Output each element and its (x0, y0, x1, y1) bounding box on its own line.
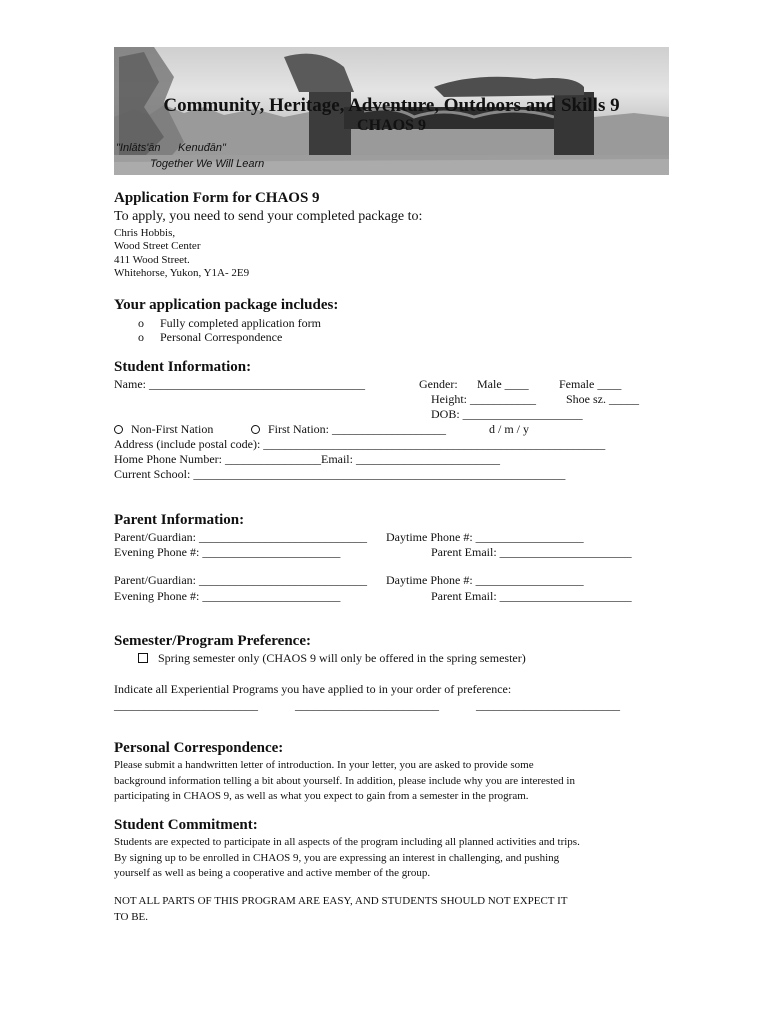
radio-icon[interactable] (251, 425, 260, 434)
student-info-heading: Student Information: (114, 359, 252, 375)
tagline-word-2: Kenuđān" (178, 142, 226, 154)
package-heading: Your application package includes: (114, 297, 339, 313)
correspondence-paragraph (114, 758, 654, 805)
application-title: Application Form for CHAOS 9 (114, 190, 320, 206)
height-field[interactable]: Height: ___________ (431, 392, 536, 406)
preference-instruction: Indicate all Experiential Programs you have applied to in your order of preference: (114, 682, 512, 696)
preference-line[interactable]: ________________________ (295, 698, 439, 712)
gender-male-field[interactable]: Male ____ (477, 377, 529, 391)
address-field[interactable]: Address (include postal code): _________________________________________________________ (114, 437, 606, 451)
package-item (138, 316, 321, 331)
checkbox-icon[interactable] (138, 653, 148, 663)
tagline-translation: Together We Will Learn (150, 158, 265, 170)
commitment-notice (114, 894, 654, 925)
header-banner (114, 47, 669, 175)
home-phone-email-field[interactable]: Home Phone Number: ________________Email: ________________________ (114, 452, 500, 466)
paragraph-line: Please submit a handwritten letter of introduction. In your letter, you are asked to provide some (114, 759, 534, 771)
paragraph-line: yourself as well as being a cooperative and active member of the group. (114, 867, 431, 879)
bullet-icon: o (138, 316, 144, 330)
semester-heading: Semester/Program Preference: (114, 633, 311, 649)
daytime-phone-field[interactable]: Daytime Phone #: __________________ (386, 530, 584, 544)
package-item (138, 330, 282, 345)
paragraph-line: By signing up to be enrolled in CHAOS 9, you are expressing an interest in challenging, and pushing (114, 851, 560, 864)
package-item-label: Personal Correspondence (160, 330, 283, 344)
dob-format-hint: d / m / y (489, 422, 530, 436)
student-name-field[interactable]: Name: ____________________________________ (114, 377, 365, 391)
gender-female-field[interactable]: Female ____ (559, 377, 622, 391)
current-school-field[interactable]: Current School: ______________________________________________________________ (114, 467, 566, 481)
program-acronym: CHAOS 9 (357, 117, 426, 134)
notice-line: TO BE. (114, 910, 149, 923)
package-item-label: Fully completed application form (160, 316, 321, 330)
paragraph-line: participating in CHAOS 9, as well as what you expect to gain from a semester in the program. (114, 790, 529, 802)
dob-field[interactable]: DOB: ____________________ (431, 407, 583, 421)
gender-label: Gender: (419, 377, 458, 391)
application-intro: To apply, you need to send your completed package to: (114, 209, 423, 224)
spring-semester-option[interactable] (138, 651, 526, 666)
preference-line[interactable]: ________________________ (476, 698, 620, 712)
radio-icon[interactable] (114, 425, 123, 434)
daytime-phone-field[interactable]: Daytime Phone #: __________________ (386, 573, 584, 587)
parent-email-field[interactable]: Parent Email: ______________________ (431, 545, 632, 559)
notice-line: NOT ALL PARTS OF THIS PROGRAM ARE EASY, AND STUDENTS SHOULD NOT EXPECT IT (114, 895, 568, 907)
parent-guardian-field[interactable]: Parent/Guardian: ____________________________ (114, 573, 367, 587)
address-line: Chris Hobbis, (114, 227, 176, 239)
spring-semester-label: Spring semester only (CHAOS 9 will only be offered in the spring semester) (158, 651, 526, 665)
commitment-heading: Student Commitment: (114, 817, 258, 833)
correspondence-heading: Personal Correspondence: (114, 740, 284, 756)
first-nation-option[interactable] (251, 422, 446, 437)
address-line: 411 Wood Street. (114, 254, 190, 266)
shoe-size-field[interactable]: Shoe sz. _____ (566, 392, 639, 406)
non-first-nation-option[interactable] (114, 422, 213, 437)
preference-line[interactable]: ________________________ (114, 698, 258, 712)
first-nation-label: First Nation: ___________________ (268, 422, 447, 436)
paragraph-line: Students are expected to participate in all aspects of the program including all planned activities and trips. (114, 836, 580, 848)
parent-info-heading: Parent Information: (114, 512, 245, 528)
address-line: Wood Street Center (114, 240, 201, 252)
evening-phone-field[interactable]: Evening Phone #: _______________________ (114, 545, 341, 559)
tagline-word-1: "Inlāts'ān (116, 142, 161, 154)
bullet-icon: o (138, 330, 144, 344)
parent-email-field[interactable]: Parent Email: ______________________ (431, 589, 632, 603)
parent-guardian-field[interactable]: Parent/Guardian: ____________________________ (114, 530, 367, 544)
program-title: Community, Heritage, Adventure, Outdoors and Skills 9 (163, 95, 620, 116)
non-first-nation-label: Non-First Nation (131, 422, 214, 436)
evening-phone-field[interactable]: Evening Phone #: _______________________ (114, 589, 341, 603)
paragraph-line: background information telling a bit about yourself. In addition, please include why you are interested in (114, 774, 575, 787)
address-line: Whitehorse, Yukon, Y1A- 2E9 (114, 267, 250, 279)
commitment-paragraph (114, 835, 654, 882)
